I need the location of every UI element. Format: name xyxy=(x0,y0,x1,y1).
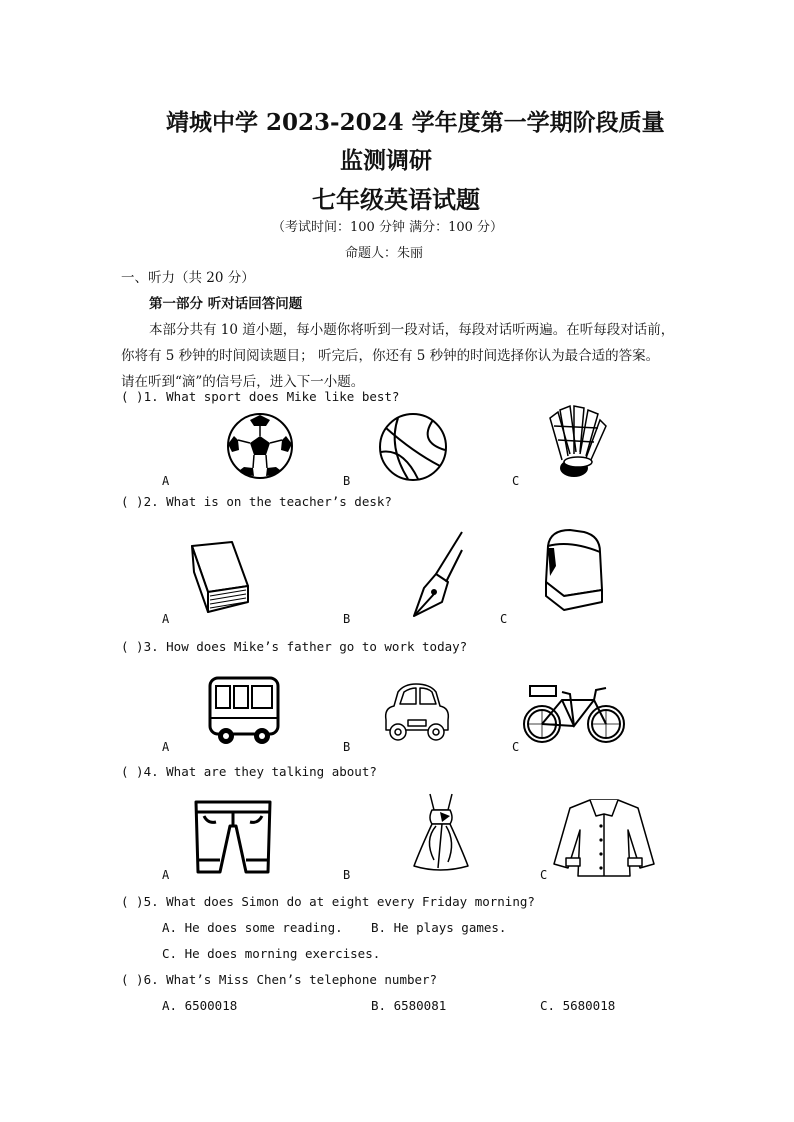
q1-choice-c: C xyxy=(512,474,520,488)
question-6-prompt: ( )6. What’s Miss Chen’s telephone number? xyxy=(121,972,438,987)
instruction-line-3: 请在听到“滴”的信号后，进入下一小题。 xyxy=(121,374,365,390)
q4-choice-a: A xyxy=(162,868,170,882)
exam-setter: 命题人：朱丽 xyxy=(345,246,424,261)
exam-title-line2: 监测调研 xyxy=(340,147,432,174)
dress-icon xyxy=(410,790,472,876)
q2-choice-a: A xyxy=(162,612,170,626)
q4-choice-b: B xyxy=(343,868,351,882)
q5-option-b: B. He plays games. xyxy=(371,920,507,935)
shuttlecock-icon xyxy=(548,404,608,480)
q5-option-c: C. He does morning exercises. xyxy=(162,946,381,961)
question-5-prompt: ( )5. What does Simon do at eight every Friday morning? xyxy=(121,894,535,909)
basketball-icon xyxy=(378,412,448,482)
shirt-icon xyxy=(552,794,656,878)
q2-choice-c: C xyxy=(500,612,508,626)
q3-choice-c: C xyxy=(512,740,520,754)
eraser-icon xyxy=(540,526,606,612)
instruction-line-2: 你将有 5 秒钟的时间阅读题目； 听完后，你还有 5 秒钟的时间选择你认为最合适的答案。 xyxy=(121,348,660,364)
q6-option-a: A. 6500018 xyxy=(162,998,238,1013)
q3-choice-b: B xyxy=(343,740,351,754)
q6-option-c: C. 5680018 xyxy=(540,998,616,1013)
section-heading: 一、听力（共 20 分） xyxy=(121,270,255,286)
q5-option-a: A. He does some reading. xyxy=(162,920,343,935)
question-1-prompt: ( )1. What sport does Mike like best? xyxy=(121,389,400,404)
bus-icon xyxy=(206,674,282,748)
exam-title-line3: 七年级英语试题 xyxy=(312,185,480,214)
exam-info: （考试时间：100 分钟 满分：100 分） xyxy=(272,220,504,235)
shorts-icon xyxy=(192,798,274,878)
question-3-prompt: ( )3. How does Mike’s father go to work today? xyxy=(121,639,468,654)
q6-option-b: B. 6580081 xyxy=(371,998,447,1013)
fountain-pen-icon xyxy=(406,530,466,618)
question-4-prompt: ( )4. What are they talking about? xyxy=(121,764,377,779)
car-icon xyxy=(380,680,452,744)
part-heading: 第一部分 听对话回答问题 xyxy=(149,296,303,312)
exam-title-line1: 靖城中学 2023-2024 学年度第一学期阶段质量 xyxy=(166,109,665,136)
q3-choice-a: A xyxy=(162,740,170,754)
book-icon xyxy=(188,540,252,616)
question-2-prompt: ( )2. What is on the teacher’s desk? xyxy=(121,494,392,509)
q1-choice-b: B xyxy=(343,474,351,488)
soccer-ball-icon xyxy=(226,412,294,480)
q1-choice-a: A xyxy=(162,474,170,488)
bicycle-icon xyxy=(522,682,626,746)
q2-choice-b: B xyxy=(343,612,351,626)
instruction-line-1: 本部分共有 10 道小题，每小题你将听到一段对话，每段对话听两遍。在听每段对话前， xyxy=(149,322,675,338)
q4-choice-c: C xyxy=(540,868,548,882)
